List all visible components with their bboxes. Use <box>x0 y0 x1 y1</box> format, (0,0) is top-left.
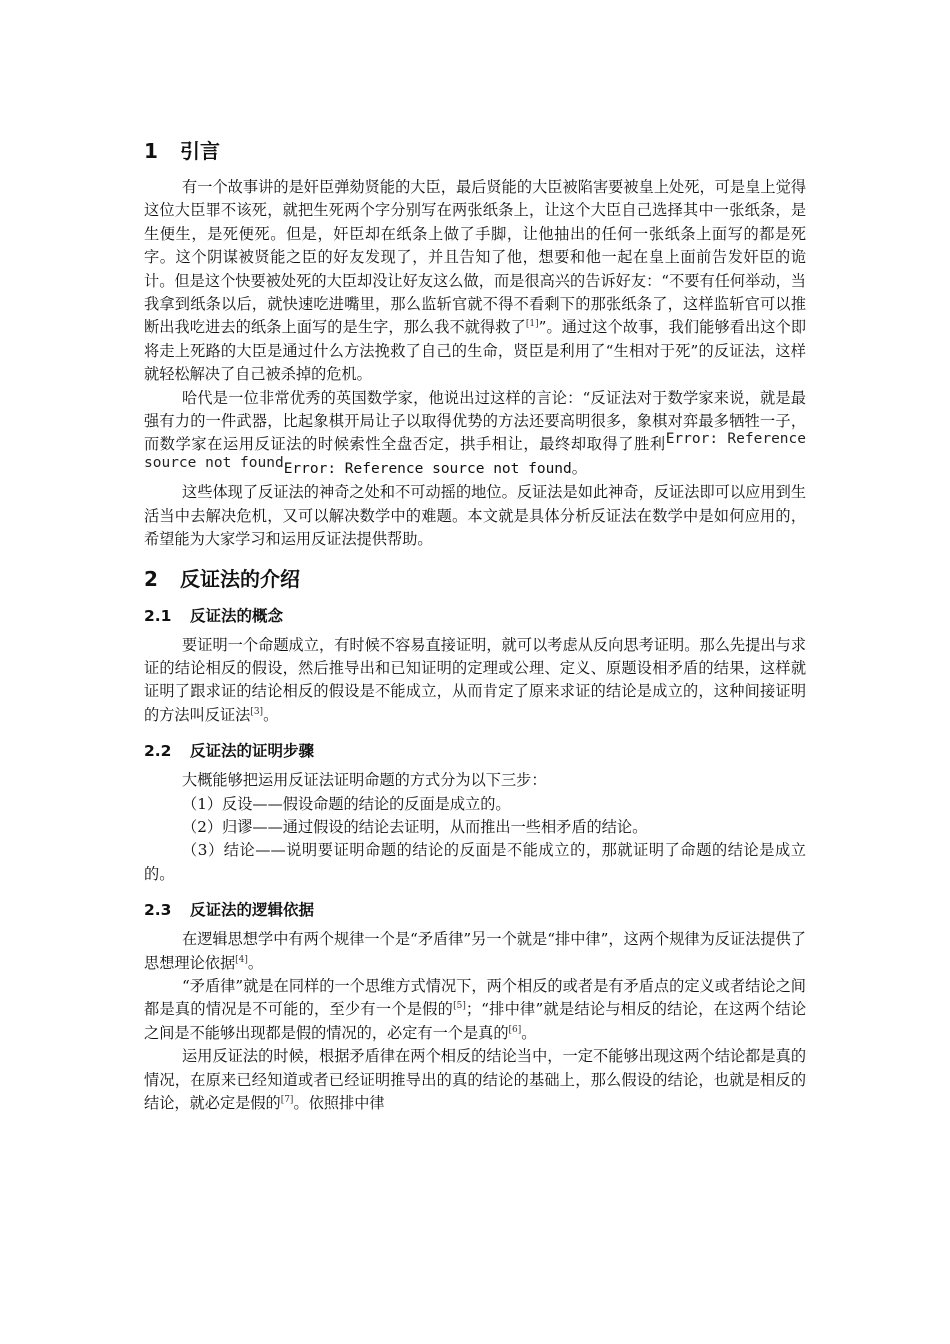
text: 有一个故事讲的是奸臣弹劾贤能的大臣，最后贤能的大臣被陷害要被皇上处死，可是皇上觉得这位大臣罪不该死，就把生死两个字分别写在两张纸条上，让这个大臣自己选择其中一张纸条，是生便生，是死便死。但是，奸臣却在纸条上做了手脚，让他抽出的任何一张纸条上面写的都是死字。这个阴谋被贤能之臣的好友发现了，并且告知了他，想要和他一起在皇上面前告发奸臣的诡计。但是这个快要被处死的大臣却没让好友这么做，而是很高兴的告诉好友：“不要有任何举动，当我拿到纸条以后，就快速吃进嘴里，那么监斩官就不得不看剩下的那张纸条了，这样监斩官可以推断出我吃进去的纸条上面写的是生字，那么我不就得救了 <box>144 178 806 337</box>
section-title: 引言 <box>180 139 220 163</box>
step-item: （3）结论——说明要证明命题的结论的反面是不能成立的，那就证明了命题的结论是成立的。 <box>144 841 806 883</box>
subsection-title: 反证法的概念 <box>190 606 284 625</box>
text: ”。通过这个故事，我们能够看出这个即将走上死路的大臣是通过什么方法挽救了自己的生命，贤臣是利用了“生相对于死”的反证法，这样就轻松解决了自己被杀掉的危机。 <box>144 318 807 384</box>
section-title: 反证法的介绍 <box>180 566 300 591</box>
document-body <box>144 136 806 1115</box>
subsection-title: 反证法的逻辑依据 <box>190 901 315 920</box>
subsection-title: 反证法的证明步骤 <box>190 742 315 761</box>
text: “矛盾律”就是在同样的一个思维方式情况下，两个相反的或者是有矛盾点的定义或者结论之间都是真的情况是不可能的，至少有一个是假的 <box>144 976 806 1019</box>
reference-error: Error: Reference source not found <box>283 460 572 477</box>
subsection-number: 2.2 <box>144 742 172 761</box>
text: 。 <box>571 458 587 477</box>
paragraph: 这些体现了反证法的神奇之处和不可动摇的地位。反证法是如此神奇，反证法即可以应用到生活当中去解决危机，又可以解决数学中的难题。本文就是具体分析反证法在数学中是如何应用的，希望能为大家学习和运用反证法提供帮助。 <box>144 483 806 549</box>
paragraph <box>144 928 806 975</box>
section-2-heading <box>144 564 806 594</box>
text: 。依照排中律 <box>293 1094 385 1112</box>
citation: [6] <box>508 1024 522 1035</box>
text: 。 <box>247 953 264 972</box>
text: 。 <box>521 1023 537 1042</box>
subsection-2-1-heading <box>144 604 806 628</box>
citation: [7] <box>280 1094 294 1105</box>
section-number: 2 <box>144 566 158 591</box>
subsection-2-3-heading <box>144 898 806 922</box>
text: ；“排中律”就是结论与相反的结论，在这两个结论之间是不能够出现都是假的情况的，必定有一个是真的 <box>144 1000 807 1042</box>
text: 在逻辑思想学中有两个规律一个是“矛盾律”另一个就是“排中律”，这两个规律为反证法提供了思想理论依据 <box>144 930 806 972</box>
citation: [3] <box>250 706 264 717</box>
paragraph <box>144 387 806 482</box>
section-1-heading <box>144 136 806 166</box>
paragraph <box>144 975 806 1045</box>
subsection-2-2-heading <box>144 739 806 763</box>
paragraph <box>144 1045 806 1115</box>
subsection-number: 2.3 <box>144 901 172 920</box>
paragraph <box>144 634 806 728</box>
citation: [1] <box>525 319 539 330</box>
reference-error-small: Error: Reference source not found <box>144 431 807 471</box>
citation: [5] <box>453 1001 466 1012</box>
citation: [4] <box>235 954 248 965</box>
step-item: （1）反设——假设命题的结论的反面是成立的。 <box>182 794 511 813</box>
text: 运用反证法的时候，根据矛盾律在两个相反的结论当中，一定不能够出现这两个结论都是真的情况，在原来已经知道或者已经证明推导出的真的结论的基础上，那么假设的结论，也就是相反的结论，就必定是假的 <box>144 1047 806 1112</box>
section-number: 1 <box>144 139 158 163</box>
text: 要证明一个命题成立，有时候不容易直接证明，就可以考虑从反向思考证明。那么先提出与求证的结论相反的假设，然后推导出和已知证明的定理或公理、定义、原题设相矛盾的结果，这样就证明了跟求证的结论相反的假设是不能成立，从而肯定了原来求证的结论是成立的，这种间接证明的方法叫反证法 <box>144 635 806 724</box>
text: 哈代是一位非常优秀的英国数学家，他说出过这样的言论：“反证法对于数学家来说，就是最强有力的一件武器，比起象棋开局让子以取得优势的方法还要高明很多，象棋对弈最多牺牲一子，而数学家在运用反证法的时候索性全盘否定，拱手相让，最终却取得了胜利 <box>144 388 806 454</box>
paragraph: 大概能够把运用反证法证明命题的方式分为以下三步： <box>182 771 547 790</box>
paragraph <box>144 176 806 387</box>
step-item: （2）归谬——通过假设的结论去证明，从而推出一些相矛盾的结论。 <box>182 817 648 836</box>
subsection-number: 2.1 <box>144 606 172 625</box>
text: 。 <box>263 705 279 724</box>
